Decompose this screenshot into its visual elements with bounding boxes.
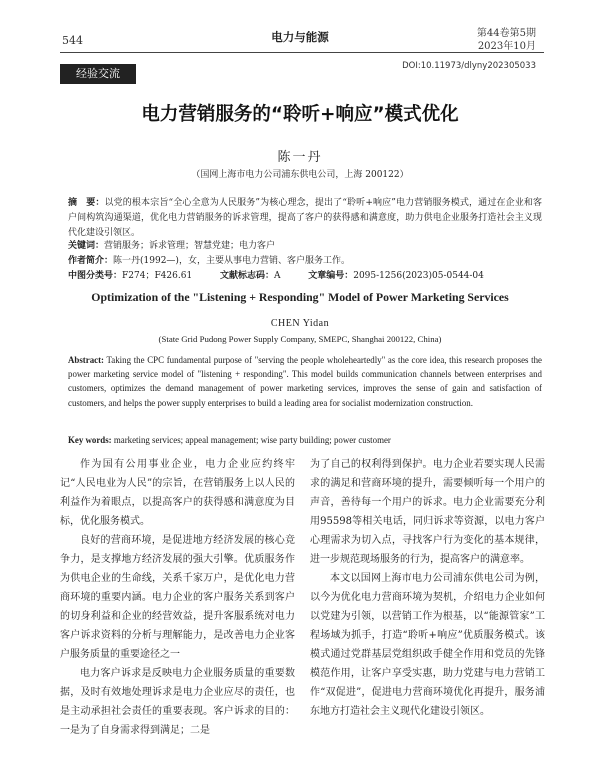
body-paragraph: 作为国有公用事业企业，电力企业应约终牢记“人民电业为人民”的宗旨，在营销服务上以人民的利益作为着眼点，以提高客户的获得感和满意度为目标，优化服务模式。 [60,459,295,527]
issue-date: 2023年10月 [477,41,536,52]
body-paragraph: 为了自己的权利得到保护。电力企业若要实现人民需求的满足和营商环境的提升，需要倾听每一个用户的声音，善待每一个用户的诉求。电力企业需要充分利用95598等相关电话，同归诉求等资源，以电力客户心理需求为切入点，寻找客户行为变化的基本规律，进一步规范现场服务的行为，提高客户的满意率。 [310,459,545,565]
article-id-label: 文章编号： [308,271,354,281]
keywords-en [68,435,542,445]
doc-code-value: A [273,271,281,281]
abstract-cn [68,196,542,241]
keywords-cn-text: 营销服务；诉求管理；智慧党建；电力客户 [104,241,276,251]
author-cn: 陈一丹 [277,150,323,165]
author-en: CHEN Yidan [270,318,330,329]
author-bio-cn [68,255,542,268]
section-tag: 经验交流 [60,64,136,84]
journal-name: 电力与能源 [271,30,329,44]
title-en: Optimization of the "Listening + Responding" Model of Power Marketing Services [91,290,509,304]
abstract-en-label: Abstract: [68,355,104,365]
doc-code-label: 文献标志码： [219,271,274,281]
header-rule [60,52,544,53]
keywords-cn-label: 关键词： [68,241,105,251]
abstract-cn-label: 摘 要： [68,198,105,208]
doi[interactable]: DOI:10.11973/dlyny202305033 [402,61,536,71]
body-paragraph: 良好的营商环境，是促进地方经济发展的核心竞争力，是支撑地方经济发展的强大引擎。优质服务作为供电企业的生命线，关系千家万户，是优化电力营商环境的重要内涵。电力企业的客户服务关系到客户的切身利益和企业的经营效益，提升客服系统对电力客户诉求资料的分析与理解能力，是改善电力企业客户服务质量的重要途径之一 [60,535,295,660]
clc-value: F274；F426.61 [122,271,193,281]
affiliation-en: (State Grid Pudong Power Supply Company, SMEPC, Shanghai 200122, China) [158,334,442,344]
page-number: 544 [62,34,83,47]
issue-info [477,27,536,53]
classification-cn [68,270,542,283]
abstract-en [68,353,542,410]
volume-issue: 第44卷第5期 [476,28,536,39]
body-column-right [310,455,545,755]
clc-label: 中图分类号： [68,271,123,281]
author-bio-text: 陈一丹(1992—)，女，主要从事电力营销、客户服务工作。 [113,256,350,266]
affiliation-cn: （国网上海市电力公司浦东供电公司，上海 200122） [191,170,409,180]
keywords-cn [68,240,542,253]
title-cn: 电力营销服务的“聆听+响应”模式优化 [141,104,459,125]
keywords-en-label: Key words: [68,435,112,445]
abstract-en-text: Taking the CPC fundamental purpose of "serving the people wholeheartedly" as the core idea, this research proposes the power marketing service model of "listening + responding". This model builds communication channels between enterprises and customers, optimizes the demand management of power marketing services, improves the sense of gain and satisfaction of customers, and helps the power supply enterprises to build a leading area for socialist modernization construction. [68,355,542,408]
abstract-cn-text: 以党的根本宗旨“全心全意为人民服务”为核心理念，提出了“聆听+响应”电力营销服务模式，通过在企业和客户间构筑沟通渠道，优化电力营销服务的诉求管理，提高了客户的获得感和满意度，助力供电企业服务打造社会主义现代化建设引领区。 [68,198,542,238]
body-column-left [60,455,295,755]
article-id-value: 2095-1256(2023)05-0544-04 [353,271,484,281]
body-paragraph: 本文以国网上海市电力公司浦东供电公司为例，以今为优化电力营商环境为契机，介绍电力企业如何以党建为引领，以营销工作为根基，以“能源管家”工程场域为抓手，打造“聆听+响应”优质服务模式。该模式通过党群基层党组织政手健全作用和党员的先锋模范作用，让客户享受实惠，助力党建与电力营销工作“双促进”，促进电力营商环境优化再提升，服务浦东地方打造社会主义现代化建设引领区。 [310,573,545,717]
author-bio-label: 作者简介： [68,256,114,266]
body-paragraph: 电力客户诉求是反映电力企业服务质量的重要数据，及时有效地处理诉求是电力企业应尽的责任，也是主动承担社会责任的重要表现。客户诉求的目的：一是为了自身需求得到满足；二是 [60,668,295,736]
keywords-en-text: marketing services; appeal management; wise party building; power customer [111,435,391,445]
